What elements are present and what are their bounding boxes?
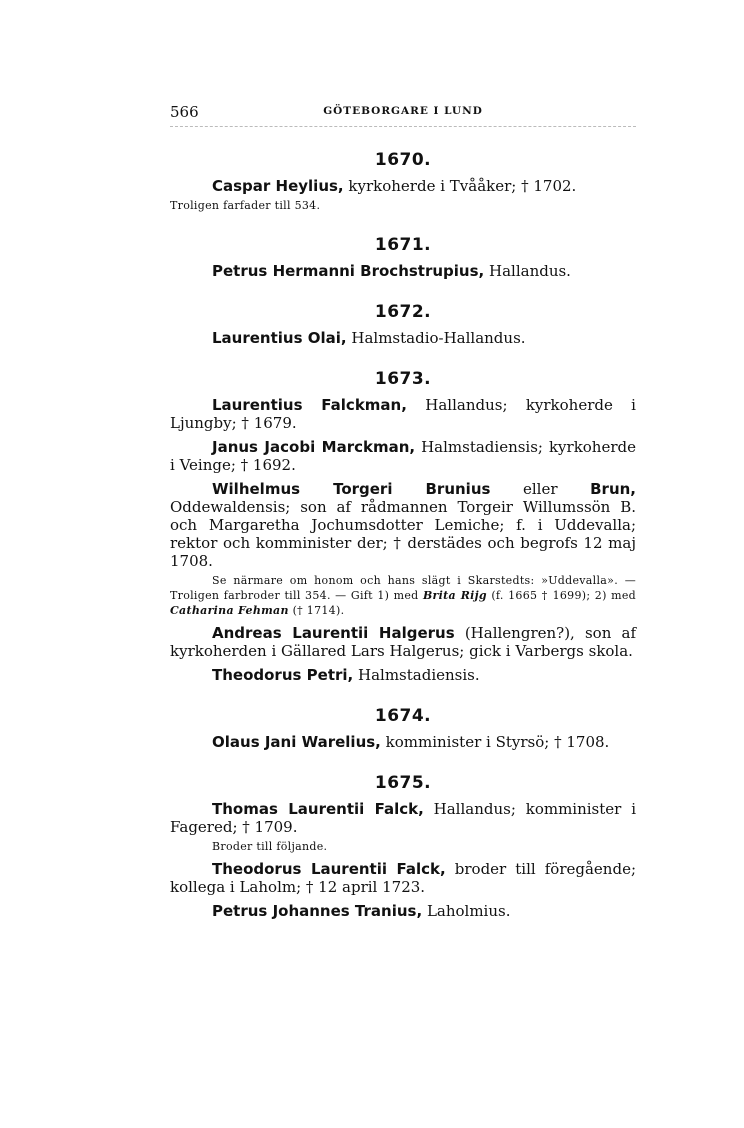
note-text: — Troligen farbroder till 354. — Gift 1) med [170,574,637,602]
entry-name: Thomas Laurentii Falck, [212,800,424,818]
entry-name: Olaus Jani Warelius, [212,733,381,751]
entry-name: Petrus Hermanni Brochstrupius, [212,262,485,280]
running-title: GÖTEBORGARE I LUND [323,105,483,117]
note-text: (f. 1665 † 1699); 2) med [486,589,636,602]
note-text: († 1714). [288,604,345,617]
entry-thomas-falck [170,800,636,836]
entry-text: Hallandus; komminister i Fagered; † 1709. [170,800,636,836]
entry-text: Hallandus. [484,262,571,280]
page-body [170,150,636,920]
entry-text: Hallandus; kyrkoherde i Ljungby; † 1679. [170,396,636,432]
entry-note: Troligen farfader till 534. [170,199,321,212]
entry-name: Theodorus Petri, [212,666,354,684]
entry-halgerus [170,624,636,660]
entry-text: Halmstadio-Hallandus. [346,329,526,347]
entry-theodorus-falck [170,860,636,896]
entry-tranius [170,902,636,920]
entry-text: Halmstadiensis; kyrkoherde i Veinge; † 1692. [170,438,636,474]
entry-name: Laurentius Olai, [212,329,347,347]
page-header [170,103,636,123]
entry-text: (Hallengren?), son af kyrkoherden i Gällared Lars Halgerus; gick i Varbergs skola. [170,624,637,660]
year-heading-1670: 1670. [374,150,432,170]
entry-text: Oddewaldensis; son af rådmannen Torgeir Willumssön B. och Margaretha Jochumsdotter Lemiche; f. i Uddevalla; rektor och komminister der; † derstädes och begrofs 12 maj 1708. [170,498,636,570]
entry-heylius [170,177,636,195]
entry-brunius [170,480,636,570]
entry-note: Broder till följande. [212,840,328,853]
header-rule [170,126,636,127]
entry-name: Petrus Johannes Tranius, [212,902,423,920]
entry-text: komminister i Styrsö; † 1708. [380,733,610,751]
entry-text: Laholmius. [422,902,511,920]
year-heading-1673: 1673. [374,369,432,389]
entry-text: eller [490,480,591,498]
entry-name: Theodorus Laurentii Falck, [212,860,446,878]
entry-text: Halmstadiensis. [353,666,480,684]
note-name: Catharina Fehman [170,604,289,617]
entry-text: broder till föregående; kollega i Laholm; † 12 april 1723. [170,860,637,896]
entry-falckman [170,396,636,432]
entry-note [170,573,636,618]
note-text: Se närmare om honom och hans slägt i Skarstedts: »Uddevalla». [212,574,618,587]
entry-marckman [170,438,636,474]
entry-name-alt: Brun, [590,480,636,498]
entry-name: Andreas Laurentii Halgerus [212,624,455,642]
entry-name: Janus Jacobi Marckman, [212,438,416,456]
note-name: Brita Rijg [422,589,487,602]
year-heading-1672: 1672. [374,302,432,322]
year-heading-1675: 1675. [374,773,432,793]
page-number: 566 [170,103,199,121]
entry-brochstrupius [170,262,636,280]
year-heading-1674: 1674. [374,706,432,726]
entry-warelius [170,733,636,751]
year-heading-1671: 1671. [374,235,432,255]
entry-petri [170,666,636,684]
entry-name: Wilhelmus Torgeri Brunius [212,480,491,498]
entry-text: kyrkoherde i Tvååker; † 1702. [343,177,577,195]
entry-olai [170,329,636,347]
entry-name: Caspar Heylius, [212,177,344,195]
entry-name: Laurentius Falckman, [212,396,407,414]
